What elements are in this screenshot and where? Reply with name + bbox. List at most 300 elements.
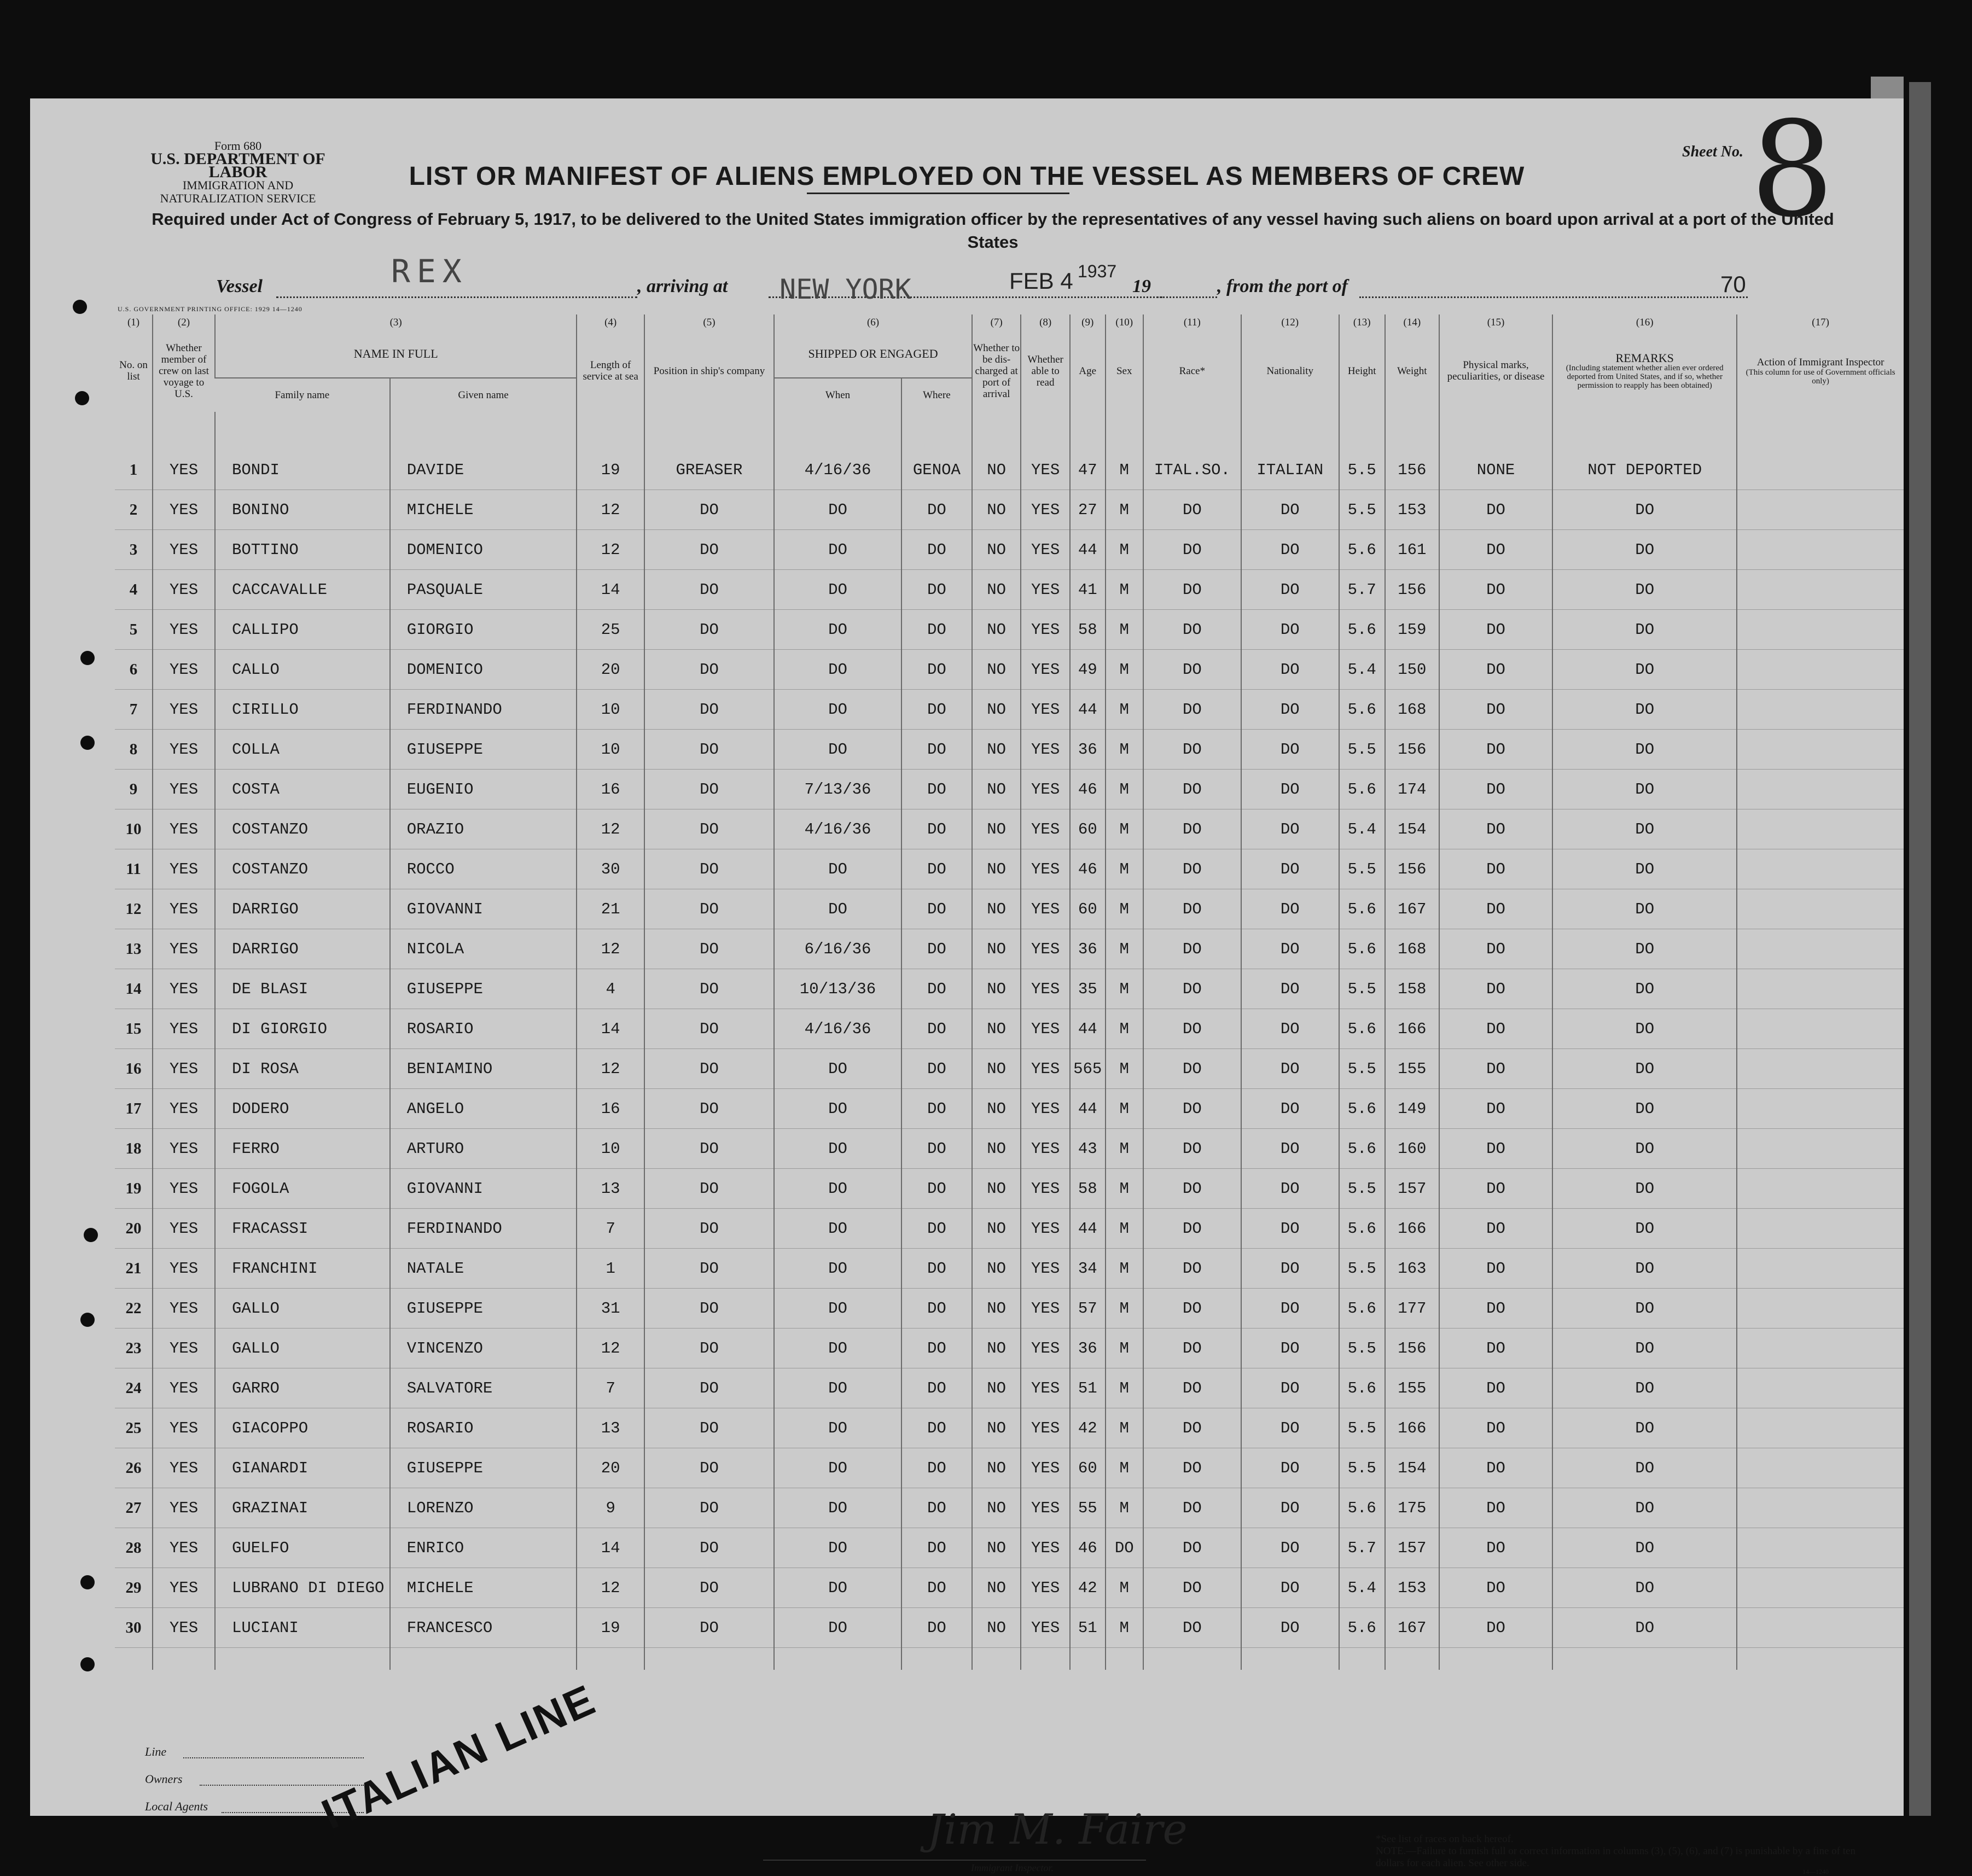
race: DO bbox=[1143, 1009, 1241, 1049]
shipped-where: DO bbox=[901, 610, 972, 650]
race: DO bbox=[1143, 1408, 1241, 1448]
from-port-label: , from the port of bbox=[1217, 276, 1348, 296]
physical-marks: DO bbox=[1439, 1009, 1552, 1049]
sex: M bbox=[1106, 1408, 1143, 1448]
given-name: GIUSEPPE bbox=[390, 1289, 577, 1329]
sex: M bbox=[1106, 1608, 1143, 1648]
table-row bbox=[115, 1049, 1904, 1089]
age: 34 bbox=[1070, 1249, 1106, 1289]
last-voyage: YES bbox=[153, 570, 215, 610]
height: 5.6 bbox=[1339, 1089, 1385, 1129]
remarks: DO bbox=[1552, 1129, 1737, 1169]
last-voyage: YES bbox=[153, 1568, 215, 1608]
weight: 166 bbox=[1385, 1009, 1439, 1049]
length-of-service: 16 bbox=[577, 1089, 644, 1129]
age: 58 bbox=[1070, 1169, 1106, 1209]
age: 46 bbox=[1070, 1528, 1106, 1568]
row-number: 3 bbox=[115, 530, 153, 570]
line-field bbox=[183, 1757, 364, 1758]
weight: 168 bbox=[1385, 929, 1439, 969]
weight: 153 bbox=[1385, 1568, 1439, 1608]
length-of-service: 12 bbox=[577, 1049, 644, 1089]
header-nationality: Nationality bbox=[1241, 330, 1339, 412]
given-name: ENRICO bbox=[390, 1528, 577, 1568]
position: DO bbox=[644, 610, 774, 650]
sex: M bbox=[1106, 1448, 1143, 1488]
shipped-when: DO bbox=[774, 570, 901, 610]
given-name: LORENZO bbox=[390, 1488, 577, 1528]
last-voyage: YES bbox=[153, 1089, 215, 1129]
age: 27 bbox=[1070, 490, 1106, 530]
race: DO bbox=[1143, 889, 1241, 929]
row-number: 11 bbox=[115, 849, 153, 889]
remarks: DO bbox=[1552, 1448, 1737, 1488]
family-name: GALLO bbox=[215, 1329, 390, 1368]
length-of-service: 1 bbox=[577, 1249, 644, 1289]
inspector-action bbox=[1737, 770, 1904, 809]
given-name: VINCENZO bbox=[390, 1329, 577, 1368]
shipped-when: DO bbox=[774, 490, 901, 530]
row-number: 15 bbox=[115, 1009, 153, 1049]
action-title: Action of Immigrant Inspector bbox=[1756, 356, 1884, 368]
remarks-title: REMARKS bbox=[1615, 351, 1674, 365]
age: 42 bbox=[1070, 1568, 1106, 1608]
row-number: 30 bbox=[115, 1608, 153, 1648]
shipped-when: 10/13/36 bbox=[774, 969, 901, 1009]
to-be-discharged: NO bbox=[972, 929, 1021, 969]
sex: M bbox=[1106, 650, 1143, 690]
to-be-discharged: NO bbox=[972, 809, 1021, 849]
row-number: 4 bbox=[115, 570, 153, 610]
inspector-action bbox=[1737, 610, 1904, 650]
table-row bbox=[115, 690, 1904, 730]
binder-hole bbox=[75, 391, 89, 405]
inspector-action bbox=[1737, 1209, 1904, 1249]
given-name: DOMENICO bbox=[390, 650, 577, 690]
sex: M bbox=[1106, 530, 1143, 570]
table-row bbox=[115, 849, 1904, 889]
to-be-discharged: NO bbox=[972, 690, 1021, 730]
from-port: 70 bbox=[1720, 271, 1746, 297]
age: 58 bbox=[1070, 610, 1106, 650]
row-number: 19 bbox=[115, 1169, 153, 1209]
shipped-when: DO bbox=[774, 1169, 901, 1209]
header-age: Age bbox=[1070, 330, 1106, 412]
nationality: DO bbox=[1241, 650, 1339, 690]
position: DO bbox=[644, 1129, 774, 1169]
nationality: DO bbox=[1241, 530, 1339, 570]
length-of-service: 12 bbox=[577, 1568, 644, 1608]
weight: 150 bbox=[1385, 650, 1439, 690]
col-num: (4) bbox=[577, 314, 644, 330]
service-name: IMMIGRATION AND NATURALIZATION SERVICE bbox=[160, 178, 316, 205]
race: DO bbox=[1143, 1049, 1241, 1089]
table-row bbox=[115, 1249, 1904, 1289]
given-name: BENIAMINO bbox=[390, 1049, 577, 1089]
shipped-when: DO bbox=[774, 1568, 901, 1608]
race: DO bbox=[1143, 530, 1241, 570]
physical-marks: DO bbox=[1439, 610, 1552, 650]
header-given-name: Given name bbox=[390, 378, 577, 412]
inspector-action bbox=[1737, 809, 1904, 849]
height: 5.5 bbox=[1339, 849, 1385, 889]
weight: 167 bbox=[1385, 889, 1439, 929]
last-voyage: YES bbox=[153, 730, 215, 770]
age: 57 bbox=[1070, 1289, 1106, 1329]
shipped-when: DO bbox=[774, 849, 901, 889]
given-name: FERDINANDO bbox=[390, 690, 577, 730]
height: 5.5 bbox=[1339, 1448, 1385, 1488]
position: DO bbox=[644, 1209, 774, 1249]
given-name: ROSARIO bbox=[390, 1408, 577, 1448]
to-be-discharged: NO bbox=[972, 1289, 1021, 1329]
family-name: FOGOLA bbox=[215, 1169, 390, 1209]
given-name: GIUSEPPE bbox=[390, 1448, 577, 1488]
to-be-discharged: NO bbox=[972, 1249, 1021, 1289]
weight: 166 bbox=[1385, 1408, 1439, 1448]
sheet-label: Sheet No. bbox=[1682, 143, 1743, 160]
shipped-when: 7/13/36 bbox=[774, 770, 901, 809]
header-family-name: Family name bbox=[215, 378, 390, 412]
nationality: DO bbox=[1241, 1049, 1339, 1089]
row-number: 18 bbox=[115, 1129, 153, 1169]
to-be-discharged: NO bbox=[972, 610, 1021, 650]
table-row bbox=[115, 1408, 1904, 1448]
race: ITAL.SO. bbox=[1143, 450, 1241, 490]
able-to-read: YES bbox=[1021, 1568, 1069, 1608]
height: 5.5 bbox=[1339, 1049, 1385, 1089]
nationality: DO bbox=[1241, 490, 1339, 530]
physical-marks: DO bbox=[1439, 1528, 1552, 1568]
shipped-when: 6/16/36 bbox=[774, 929, 901, 969]
height: 5.4 bbox=[1339, 650, 1385, 690]
physical-marks: DO bbox=[1439, 650, 1552, 690]
nationality: DO bbox=[1241, 730, 1339, 770]
sex: M bbox=[1106, 1488, 1143, 1528]
height: 5.6 bbox=[1339, 1209, 1385, 1249]
weight: 177 bbox=[1385, 1289, 1439, 1329]
position: DO bbox=[644, 969, 774, 1009]
shipped-where: DO bbox=[901, 969, 972, 1009]
row-number: 26 bbox=[115, 1448, 153, 1488]
col-num: (2) bbox=[153, 314, 215, 330]
able-to-read: YES bbox=[1021, 929, 1069, 969]
inspector-action bbox=[1737, 1129, 1904, 1169]
height: 5.5 bbox=[1339, 730, 1385, 770]
given-name: GIORGIO bbox=[390, 610, 577, 650]
height: 5.6 bbox=[1339, 1009, 1385, 1049]
shipped-where: DO bbox=[901, 530, 972, 570]
given-name: ROCCO bbox=[390, 849, 577, 889]
shipped-when: DO bbox=[774, 650, 901, 690]
shipped-where: DO bbox=[901, 1329, 972, 1368]
physical-marks: DO bbox=[1439, 1209, 1552, 1249]
header-sex: Sex bbox=[1106, 330, 1143, 412]
weight: 155 bbox=[1385, 1049, 1439, 1089]
able-to-read: YES bbox=[1021, 530, 1069, 570]
header-whether-member: Whether member of crew on last voyage to U.S. bbox=[153, 330, 215, 412]
last-voyage: YES bbox=[153, 889, 215, 929]
table-row bbox=[115, 1368, 1904, 1408]
to-be-discharged: NO bbox=[972, 570, 1021, 610]
crew-manifest-table bbox=[115, 314, 1904, 1670]
length-of-service: 12 bbox=[577, 490, 644, 530]
shipped-where: DO bbox=[901, 1209, 972, 1249]
age: 44 bbox=[1070, 690, 1106, 730]
position: DO bbox=[644, 1568, 774, 1608]
given-name: DAVIDE bbox=[390, 450, 577, 490]
sex: M bbox=[1106, 1049, 1143, 1089]
family-name: DODERO bbox=[215, 1089, 390, 1129]
weight: 159 bbox=[1385, 610, 1439, 650]
given-name: MICHELE bbox=[390, 1568, 577, 1608]
position: DO bbox=[644, 1448, 774, 1488]
race: DO bbox=[1143, 969, 1241, 1009]
family-name: CALLO bbox=[215, 650, 390, 690]
length-of-service: 9 bbox=[577, 1488, 644, 1528]
position: DO bbox=[644, 929, 774, 969]
position: DO bbox=[644, 650, 774, 690]
sex: M bbox=[1106, 969, 1143, 1009]
row-number: 22 bbox=[115, 1289, 153, 1329]
race: DO bbox=[1143, 730, 1241, 770]
col-num: (7) bbox=[972, 314, 1021, 330]
length-of-service: 19 bbox=[577, 1608, 644, 1648]
position: DO bbox=[644, 570, 774, 610]
weight: 156 bbox=[1385, 570, 1439, 610]
col-num: (17) bbox=[1737, 314, 1904, 330]
inspector-signature: Jim M. Faire bbox=[927, 1805, 1188, 1854]
position: DO bbox=[644, 770, 774, 809]
table-row bbox=[115, 770, 1904, 809]
physical-marks: DO bbox=[1439, 530, 1552, 570]
family-name: BONINO bbox=[215, 490, 390, 530]
row-number: 2 bbox=[115, 490, 153, 530]
family-name: GIACOPPO bbox=[215, 1408, 390, 1448]
header-physical-marks: Physical marks, peculiarities, or disease bbox=[1439, 330, 1552, 412]
given-name: PASQUALE bbox=[390, 570, 577, 610]
length-of-service: 14 bbox=[577, 570, 644, 610]
row-number: 6 bbox=[115, 650, 153, 690]
table-row bbox=[115, 610, 1904, 650]
family-name: DE BLASI bbox=[215, 969, 390, 1009]
from-port-field-line bbox=[1359, 296, 1748, 298]
last-voyage: YES bbox=[153, 1528, 215, 1568]
sex: M bbox=[1106, 1289, 1143, 1329]
to-be-discharged: NO bbox=[972, 650, 1021, 690]
last-voyage: YES bbox=[153, 530, 215, 570]
height: 5.5 bbox=[1339, 450, 1385, 490]
physical-marks: DO bbox=[1439, 1129, 1552, 1169]
shipped-where: DO bbox=[901, 1528, 972, 1568]
inspector-action bbox=[1737, 1089, 1904, 1129]
family-name: CIRILLO bbox=[215, 690, 390, 730]
to-be-discharged: NO bbox=[972, 1209, 1021, 1249]
physical-marks: DO bbox=[1439, 570, 1552, 610]
last-voyage: YES bbox=[153, 1129, 215, 1169]
shipped-where: DO bbox=[901, 1289, 972, 1329]
shipped-when: DO bbox=[774, 730, 901, 770]
remarks: DO bbox=[1552, 969, 1737, 1009]
weight: 168 bbox=[1385, 690, 1439, 730]
row-number: 27 bbox=[115, 1488, 153, 1528]
position: DO bbox=[644, 490, 774, 530]
table-row bbox=[115, 1568, 1904, 1608]
family-name: GARRO bbox=[215, 1368, 390, 1408]
physical-marks: DO bbox=[1439, 1568, 1552, 1608]
last-voyage: YES bbox=[153, 1249, 215, 1289]
remarks: DO bbox=[1552, 770, 1737, 809]
able-to-read: YES bbox=[1021, 849, 1069, 889]
length-of-service: 12 bbox=[577, 1329, 644, 1368]
height: 5.7 bbox=[1339, 570, 1385, 610]
family-name: COSTA bbox=[215, 770, 390, 809]
shipped-when: DO bbox=[774, 1329, 901, 1368]
physical-marks: DO bbox=[1439, 490, 1552, 530]
table-row bbox=[115, 1009, 1904, 1049]
row-number: 28 bbox=[115, 1528, 153, 1568]
position: DO bbox=[644, 1089, 774, 1129]
length-of-service: 7 bbox=[577, 1368, 644, 1408]
race: DO bbox=[1143, 1129, 1241, 1169]
given-name: ORAZIO bbox=[390, 809, 577, 849]
remarks: DO bbox=[1552, 1009, 1737, 1049]
given-name: ANGELO bbox=[390, 1089, 577, 1129]
inspector-action bbox=[1737, 969, 1904, 1009]
header-able-to-read: Whether able to read bbox=[1021, 330, 1069, 412]
header-shipped-or-engaged: SHIPPED OR ENGAGED bbox=[774, 330, 972, 378]
position: DO bbox=[644, 1009, 774, 1049]
length-of-service: 21 bbox=[577, 889, 644, 929]
nationality: DO bbox=[1241, 809, 1339, 849]
inspector-action bbox=[1737, 1488, 1904, 1528]
to-be-discharged: NO bbox=[972, 1089, 1021, 1129]
sheet-number: 8 bbox=[1750, 93, 1834, 246]
remarks: DO bbox=[1552, 1049, 1737, 1089]
binder-hole bbox=[80, 1313, 95, 1327]
last-voyage: YES bbox=[153, 929, 215, 969]
footnotes bbox=[1376, 1833, 1857, 1869]
header-discharged: Whether to be dis-charged at port of arrival bbox=[972, 330, 1021, 412]
length-of-service: 20 bbox=[577, 1448, 644, 1488]
position: DO bbox=[644, 730, 774, 770]
able-to-read: YES bbox=[1021, 730, 1069, 770]
physical-marks: DO bbox=[1439, 809, 1552, 849]
manifest-sheet bbox=[30, 93, 1904, 1875]
row-number: 25 bbox=[115, 1408, 153, 1448]
binder-hole bbox=[84, 1228, 98, 1242]
remarks: DO bbox=[1552, 690, 1737, 730]
weight: 157 bbox=[1385, 1528, 1439, 1568]
nationality: DO bbox=[1241, 1528, 1339, 1568]
shipped-where: DO bbox=[901, 1009, 972, 1049]
signature-line bbox=[763, 1860, 1146, 1861]
vessel-field-line bbox=[276, 296, 637, 298]
last-voyage: YES bbox=[153, 809, 215, 849]
height: 5.4 bbox=[1339, 1568, 1385, 1608]
race: DO bbox=[1143, 1488, 1241, 1528]
race: DO bbox=[1143, 610, 1241, 650]
header-when: When bbox=[774, 378, 901, 412]
remarks: DO bbox=[1552, 929, 1737, 969]
position: DO bbox=[644, 1289, 774, 1329]
family-name: DI GIORGIO bbox=[215, 1009, 390, 1049]
given-name: FRANCESCO bbox=[390, 1608, 577, 1648]
to-be-discharged: NO bbox=[972, 1009, 1021, 1049]
height: 5.6 bbox=[1339, 1289, 1385, 1329]
given-name: ARTURO bbox=[390, 1129, 577, 1169]
race: DO bbox=[1143, 809, 1241, 849]
able-to-read: YES bbox=[1021, 1448, 1069, 1488]
remarks: DO bbox=[1552, 889, 1737, 929]
length-of-service: 19 bbox=[577, 450, 644, 490]
col-num: (9) bbox=[1070, 314, 1106, 330]
sex: M bbox=[1106, 929, 1143, 969]
header-name-in-full: NAME IN FULL bbox=[215, 330, 577, 378]
position: DO bbox=[644, 1608, 774, 1648]
shipped-when: DO bbox=[774, 1448, 901, 1488]
height: 5.7 bbox=[1339, 1528, 1385, 1568]
remarks: DO bbox=[1552, 1169, 1737, 1209]
sex: M bbox=[1106, 570, 1143, 610]
race: DO bbox=[1143, 1528, 1241, 1568]
nationality: DO bbox=[1241, 690, 1339, 730]
able-to-read: YES bbox=[1021, 570, 1069, 610]
age: 46 bbox=[1070, 849, 1106, 889]
given-name: SALVATORE bbox=[390, 1368, 577, 1408]
length-of-service: 10 bbox=[577, 730, 644, 770]
length-of-service: 12 bbox=[577, 809, 644, 849]
arriving-label: , arriving at bbox=[637, 276, 728, 296]
inspector-action bbox=[1737, 1408, 1904, 1448]
to-be-discharged: NO bbox=[972, 770, 1021, 809]
inspector-action bbox=[1737, 530, 1904, 570]
able-to-read: YES bbox=[1021, 1528, 1069, 1568]
nationality: DO bbox=[1241, 1408, 1339, 1448]
height: 5.4 bbox=[1339, 809, 1385, 849]
race: DO bbox=[1143, 1568, 1241, 1608]
shipped-when: DO bbox=[774, 610, 901, 650]
age: 41 bbox=[1070, 570, 1106, 610]
physical-marks: DO bbox=[1439, 1408, 1552, 1448]
age: 60 bbox=[1070, 809, 1106, 849]
shipped-when: DO bbox=[774, 1608, 901, 1648]
nationality: DO bbox=[1241, 1568, 1339, 1608]
header-where: Where bbox=[901, 378, 972, 412]
race: DO bbox=[1143, 1289, 1241, 1329]
local-agents-label: Local Agents bbox=[145, 1799, 208, 1813]
nationality: DO bbox=[1241, 969, 1339, 1009]
inspector-action bbox=[1737, 1448, 1904, 1488]
weight: 160 bbox=[1385, 1129, 1439, 1169]
table-row bbox=[115, 450, 1904, 490]
height: 5.6 bbox=[1339, 889, 1385, 929]
remarks: DO bbox=[1552, 1209, 1737, 1249]
position: DO bbox=[644, 1169, 774, 1209]
weight: 155 bbox=[1385, 1368, 1439, 1408]
to-be-discharged: NO bbox=[972, 1368, 1021, 1408]
weight: 156 bbox=[1385, 1329, 1439, 1368]
shipped-when: 4/16/36 bbox=[774, 1009, 901, 1049]
row-number: 29 bbox=[115, 1568, 153, 1608]
last-voyage: YES bbox=[153, 1488, 215, 1528]
col-num: (5) bbox=[644, 314, 774, 330]
nationality: DO bbox=[1241, 1329, 1339, 1368]
position: DO bbox=[644, 809, 774, 849]
table-row bbox=[115, 929, 1904, 969]
to-be-discharged: NO bbox=[972, 1608, 1021, 1648]
race: DO bbox=[1143, 1368, 1241, 1408]
